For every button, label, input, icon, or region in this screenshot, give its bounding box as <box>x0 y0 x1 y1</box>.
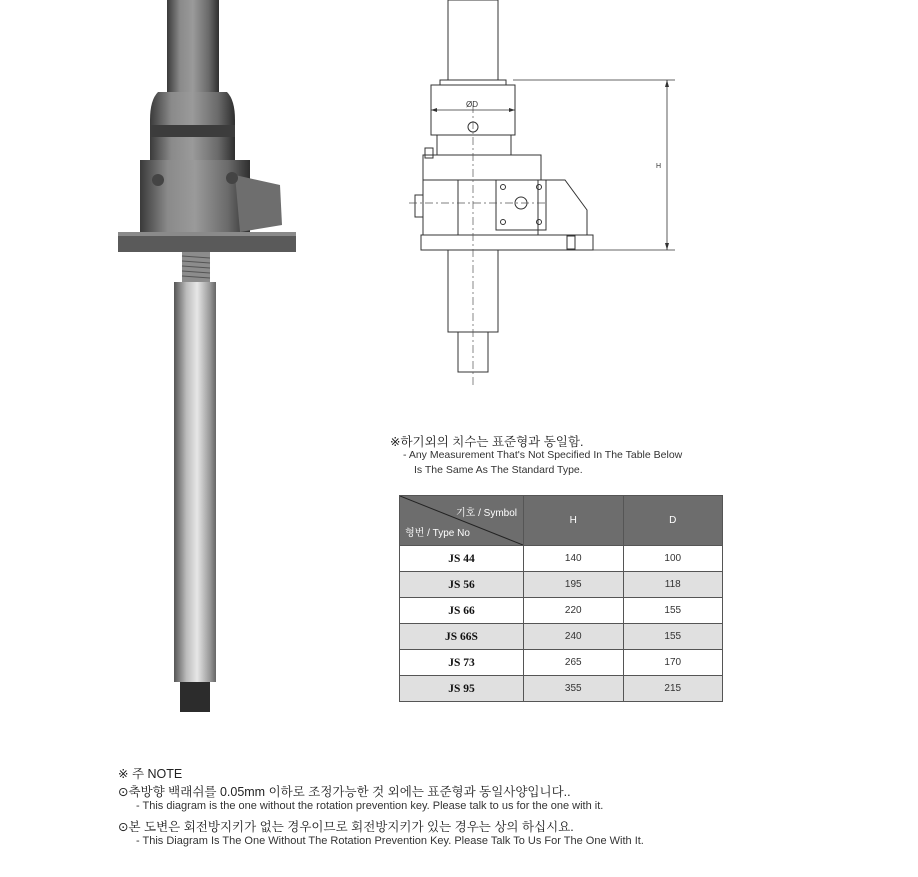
table-header-diagonal <box>400 496 524 546</box>
header-symbol: 기호 / Symbol <box>456 508 517 519</box>
dim-d-label: ØD <box>466 100 478 109</box>
table-row <box>400 572 723 598</box>
table-row <box>400 598 723 624</box>
h-cell: 195 <box>524 572 624 598</box>
note-title: ※ 주 NOTE <box>118 767 183 781</box>
h-cell: 220 <box>524 598 624 624</box>
measurement-note-en-1: - Any Measurement That's Not Specified In The Table Below <box>403 449 683 461</box>
header-d: D <box>623 496 723 546</box>
h-cell: 140 <box>524 546 624 572</box>
type-cell: JS 73 <box>400 650 524 676</box>
technical-drawing <box>395 0 705 385</box>
type-cell: JS 66S <box>400 624 524 650</box>
type-cell: JS 44 <box>400 546 524 572</box>
d-cell: 118 <box>623 572 723 598</box>
table-row <box>400 650 723 676</box>
table-row <box>400 546 723 572</box>
table-row <box>400 676 723 702</box>
note-item2-en: - This Diagram Is The One Without The Rotation Prevention Key. Please Talk To Us For The One With It. <box>136 835 644 847</box>
type-cell: JS 56 <box>400 572 524 598</box>
d-cell: 155 <box>623 598 723 624</box>
spec-table <box>399 495 723 702</box>
d-cell: 100 <box>623 546 723 572</box>
dim-h-label: H <box>656 163 662 170</box>
table-row <box>400 624 723 650</box>
type-cell: JS 95 <box>400 676 524 702</box>
product-photo <box>110 0 310 720</box>
d-cell: 170 <box>623 650 723 676</box>
h-cell: 265 <box>524 650 624 676</box>
measurement-note-kr: ※하기외의 치수는 표준형과 동일함. <box>390 435 584 449</box>
header-type: 형번 / Type No <box>405 528 470 539</box>
d-cell: 215 <box>623 676 723 702</box>
header-h: H <box>524 496 624 546</box>
h-cell: 240 <box>524 624 624 650</box>
note-item1-en: - This diagram is the one without the rotation prevention key. Please talk to us for the one with it. <box>136 800 604 812</box>
h-cell: 355 <box>524 676 624 702</box>
note-item1-kr: ⊙축방향 백래쉬를 0.05mm 이하로 조정가능한 것 외에는 표준형과 동일사양입니다.. <box>118 785 571 799</box>
d-cell: 155 <box>623 624 723 650</box>
note-item2-kr: ⊙본 도변은 회전방지키가 없는 경우이므로 회전방지키가 있는 경우는 상의 하십시요. <box>118 820 574 834</box>
measurement-note-en-2: Is The Same As The Standard Type. <box>414 464 583 476</box>
type-cell: JS 66 <box>400 598 524 624</box>
